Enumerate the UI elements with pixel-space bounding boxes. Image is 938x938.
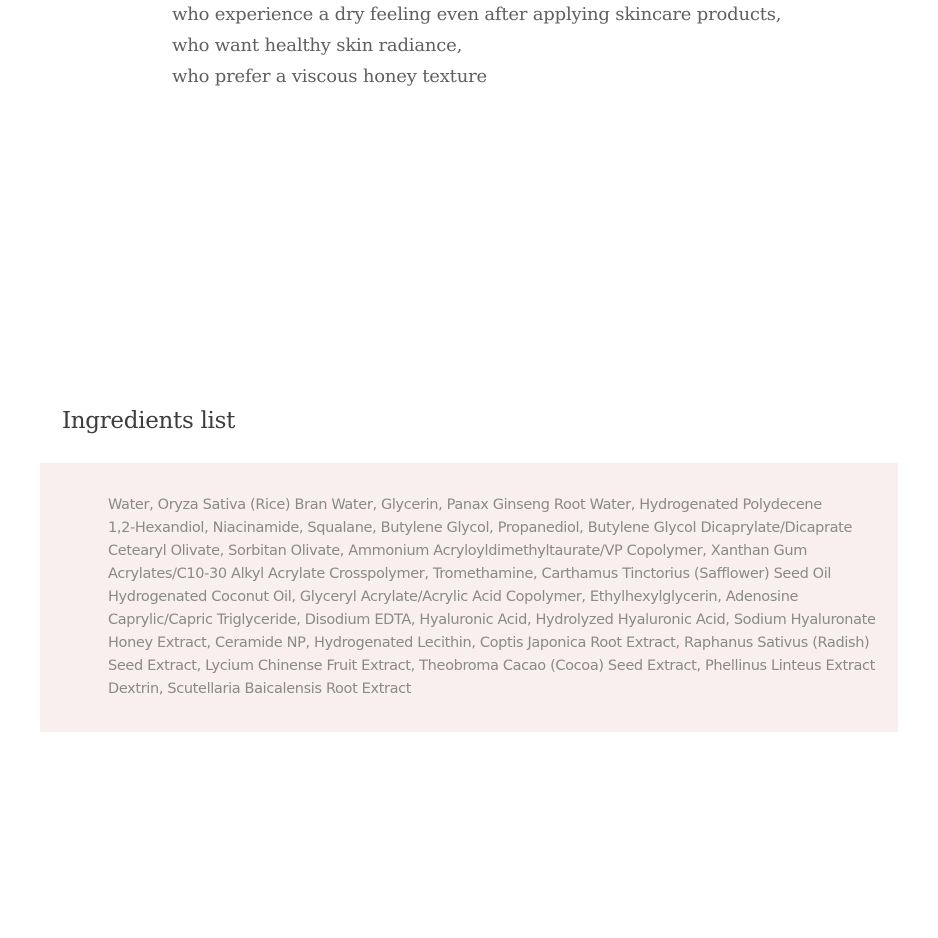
target-audience-line: who want healthy skin radiance, [172, 35, 463, 56]
target-audience-line: who prefer a viscous honey texture [172, 66, 487, 87]
ingredients-line: Dextrin, Scutellaria Baicalensis Root Extract [108, 681, 412, 697]
target-audience-list [172, 0, 781, 92]
ingredients-line: Seed Extract, Lycium Chinense Fruit Extract, Theobroma Cacao (Cocoa) Seed Extract, Phellinus Linteus Extract [108, 658, 875, 674]
ingredients-line: Caprylic/Capric Triglyceride, Disodium EDTA, Hyaluronic Acid, Hydrolyzed Hyaluronic Acid, Sodium Hyaluronate [108, 612, 876, 628]
target-audience-line: who experience a dry feeling even after applying skincare products, [172, 4, 782, 25]
ingredients-line: Acrylates/C10-30 Alkyl Acrylate Crosspolymer, Tromethamine, Carthamus Tinctorius (Safflower) Seed Oil [108, 566, 832, 582]
ingredients-line: Water, Oryza Sativa (Rice) Bran Water, Glycerin, Panax Ginseng Root Water, Hydrogenated Polydecene [108, 497, 822, 513]
ingredients-line: Hydrogenated Coconut Oil, Glyceryl Acrylate/Acrylic Acid Copolymer, Ethylhexylglycerin, Adenosine [108, 589, 799, 605]
ingredients-line: 1,2-Hexandiol, Niacinamide, Squalane, Butylene Glycol, Propanediol, Butylene Glycol Dicaprylate/Dicaprate [108, 520, 853, 536]
ingredients-line: Cetearyl Olivate, Sorbitan Olivate, Ammonium Acryloyldimethyltaurate/VP Copolymer, Xanthan Gum [108, 543, 808, 559]
ingredients-line: Honey Extract, Ceramide NP, Hydrogenated Lecithin, Coptis Japonica Root Extract, Raphanus Sativus (Radish) [108, 635, 870, 651]
ingredients-text [108, 494, 876, 701]
ingredients-panel [40, 463, 898, 732]
ingredients-heading: Ingredients list [62, 408, 236, 434]
